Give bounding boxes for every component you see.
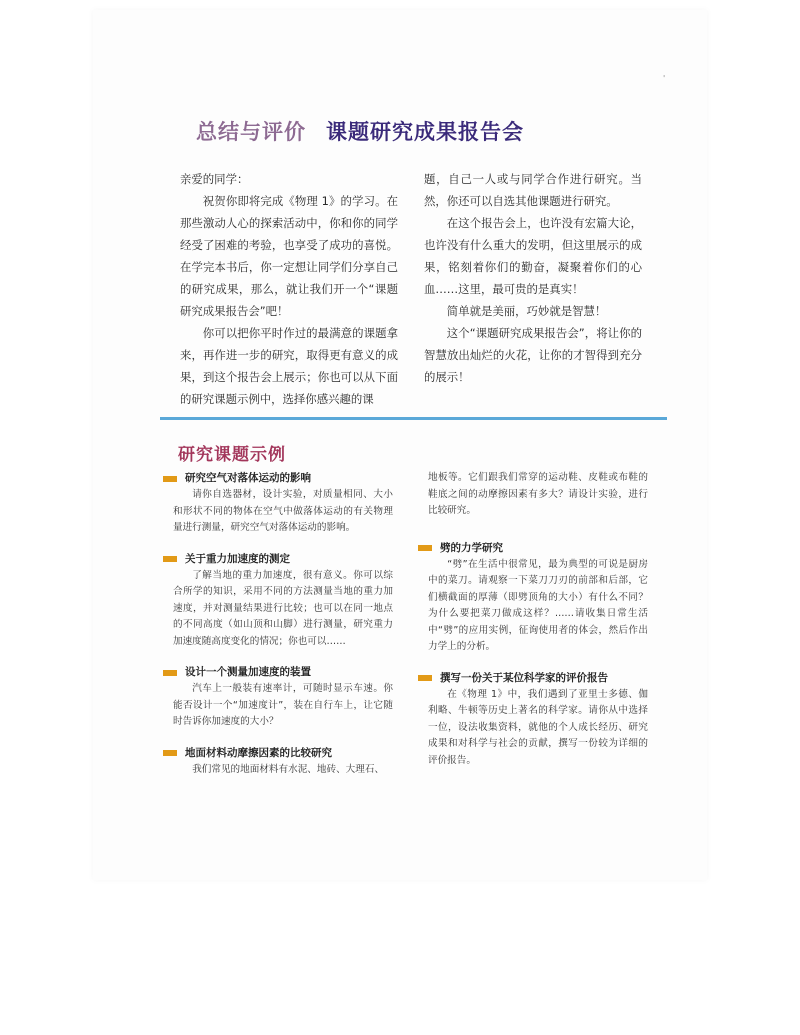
letter-paragraph: 这个“课题研究成果报告会”，将让你的智慧放出灿烂的火花，让你的才智得到充分的展示！ [424, 326, 642, 384]
topic-item [163, 664, 393, 731]
topic-title: 关于重力加速度的测定 [185, 552, 290, 565]
page-title [196, 116, 524, 146]
letter-paragraph: 在这个报告会上，也许没有宏篇大论，也许没有什么重大的发明，但这里展示的成果，铭刻着你们的勤奋，凝聚着你们的心血……这里，最可贵的是真实！ [424, 216, 642, 296]
topic-title: 撰写一份关于某位科学家的评价报告 [440, 671, 608, 684]
bullet-icon [418, 545, 432, 551]
letter-paragraph: 简单就是美丽，巧妙就是智慧！ [446, 304, 607, 318]
topic-body: 请你自选器材，设计实验，对质量相同、大小和形状不同的物体在空气中做落体运动的有关物理量进行测量，研究空气对落体运动的影响。 [173, 489, 393, 533]
bullet-icon [163, 750, 177, 756]
topic-item [163, 745, 393, 779]
chapter-label: 总结与评价 [196, 119, 306, 144]
report-title: 课题研究成果报告会 [326, 119, 524, 144]
letter-paragraph: 题，自己一人或与同学合作进行研究。当然，你还可以自选其他课题进行研究。 [424, 172, 642, 208]
topic-title: 研究空气对落体运动的影响 [185, 472, 311, 484]
bullet-icon [163, 476, 177, 482]
topic-body: 汽车上一般装有速率计，可随时显示车速。你能否设计一个“加速度计”，装在自行车上，让它随时告诉你加速度的大小？ [173, 683, 393, 727]
letter-paragraph: 祝贺你即将完成《物理 1》的学习。在那些激动人心的探索活动中，你和你的同学经受了困难的考验，也享受了成功的喜悦。在学完本书后，你一定想让同学们分享自己的研究成果，那么，就让我们开一个“课题研究成果报告会”吧！ [180, 194, 398, 318]
section-title: 研究课题示例 [178, 445, 286, 465]
topic-item [418, 540, 648, 656]
topic-title: 设计一个测量加速度的装置 [185, 666, 311, 678]
letter-paragraph: 你可以把你平时作过的最满意的课题拿来，再作进一步的研究，取得更有意义的成果，到这个报告会上展示；你也可以从下面的研究课题示例中，选择你感兴趣的课 [180, 326, 398, 406]
topic-title: 劈的力学研究 [440, 541, 503, 554]
page-mark: ' [663, 74, 666, 83]
topic-body: 在《物理 1》中，我们遇到了亚里士多德、伽利略、牛顿等历史上著名的科学家。请你从中选择一位，设法收集资料，就他的个人成长经历、研究成果和对科学与社会的贡献，撰写一份较为详细的评价报告。 [428, 688, 648, 766]
topic-item [163, 551, 393, 651]
bullet-icon [418, 675, 432, 681]
topic-body: 我们常见的地面材料有水泥、地砖、大理石、 [192, 763, 385, 775]
topic-body: 地板等。它们跟我们常穿的运动鞋、皮鞋或布鞋的鞋底之间的动摩擦因素有多大？请设计实验，进行比较研究。 [428, 472, 648, 516]
topics-right-column [418, 470, 648, 783]
letter-right-column [424, 168, 642, 388]
topic-item [163, 470, 393, 537]
bullet-icon [163, 556, 177, 562]
letter-salutation: 亲爱的同学： [180, 172, 249, 186]
section-divider [160, 417, 667, 420]
topic-body: 了解当地的重力加速度，很有意义。你可以综合所学的知识，采用不同的方法测量当地的重力加速度，并对测量结果进行比较；也可以在同一地点的不同高度（如山顶和山脚）进行测量，研究重力加速度随高度变化的情况；你也可以…… [173, 569, 393, 647]
topic-body: “劈”在生活中很常见，最为典型的可说是厨房中的菜刀。请观察一下菜刀刀刃的前部和后部，它们横截面的厚薄（即劈顶角的大小）有什么不同？为什么要把菜刀做成这样？……请收集日常生活中“劈”的应用实例，征询使用者的体会，然后作出力学上的分析。 [428, 558, 648, 652]
bullet-icon [163, 670, 177, 676]
letter-left-column [180, 168, 398, 410]
topic-continuation [418, 470, 648, 520]
topics-left-column [163, 470, 393, 792]
topic-item [418, 670, 648, 770]
topic-title: 地面材料动摩擦因素的比较研究 [185, 746, 332, 759]
